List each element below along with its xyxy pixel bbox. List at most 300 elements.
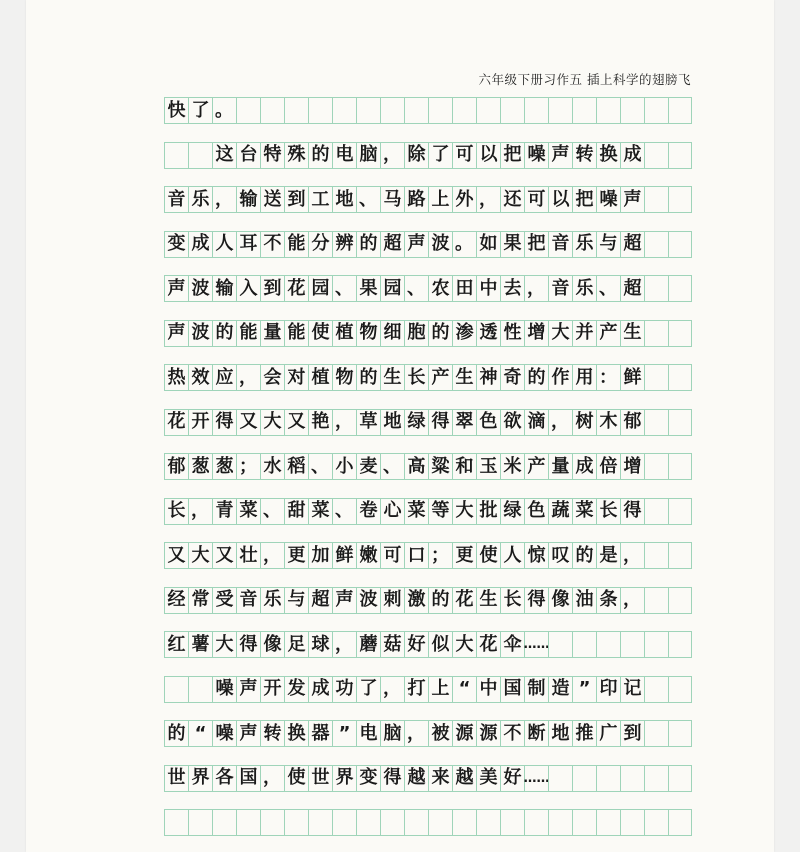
grid-cell (668, 410, 692, 435)
grid-cell: 送 (260, 187, 284, 212)
grid-cell: 大 (188, 543, 212, 568)
grid-cell: 成 (188, 232, 212, 257)
grid-cell: 大 (452, 632, 476, 657)
grid-row (164, 676, 692, 703)
grid-cell: 可 (452, 143, 476, 168)
grid-cell: 声 (164, 321, 188, 346)
grid-cell: 生 (380, 365, 404, 390)
grid-cell (452, 810, 476, 835)
grid-cell: ， (524, 276, 548, 301)
grid-cell: 越 (404, 766, 428, 791)
grid-cell: ， (620, 588, 644, 613)
grid-cell: 声 (332, 588, 356, 613)
grid-cell: 声 (236, 677, 260, 702)
grid-cell: 产 (524, 454, 548, 479)
grid-cell: 地 (380, 410, 404, 435)
grid-cell: 能 (236, 321, 260, 346)
grid-cell: 源 (476, 721, 500, 746)
grid-cell: 球 (308, 632, 332, 657)
grid-cell: 增 (524, 321, 548, 346)
grid-cell: 打 (404, 677, 428, 702)
grid-cell: 界 (332, 766, 356, 791)
grid-cell (644, 588, 668, 613)
grid-cell: 国 (500, 677, 524, 702)
grid-cell: 功 (332, 677, 356, 702)
grid-cell: 高 (404, 454, 428, 479)
grid-cell: 卷 (356, 499, 380, 524)
grid-cell: 噪 (212, 677, 236, 702)
grid-cell: 得 (236, 632, 260, 657)
grid-cell: 广 (596, 721, 620, 746)
grid-cell: ； (236, 454, 260, 479)
grid-cell: 地 (548, 721, 572, 746)
grid-cell: 中 (476, 677, 500, 702)
grid-cell: ， (548, 410, 572, 435)
grid-cell: 与 (284, 588, 308, 613)
grid-cell: 的 (428, 321, 452, 346)
writing-grid (164, 97, 692, 851)
grid-cell: 花 (452, 588, 476, 613)
grid-row (164, 409, 692, 436)
grid-cell: 甜 (284, 499, 308, 524)
grid-cell: 生 (620, 321, 644, 346)
grid-cell: 菜 (236, 499, 260, 524)
grid-cell: 薯 (188, 632, 212, 657)
grid-cell: 增 (620, 454, 644, 479)
grid-cell (668, 232, 692, 257)
grid-cell: 菜 (404, 499, 428, 524)
grid-cell: 的 (164, 721, 188, 746)
grid-cell: ， (476, 187, 500, 212)
grid-cell: 得 (428, 410, 452, 435)
grid-row (164, 587, 692, 614)
grid-cell: 乐 (188, 187, 212, 212)
grid-cell: 翠 (452, 410, 476, 435)
grid-cell (668, 321, 692, 346)
grid-cell: 心 (380, 499, 404, 524)
grid-cell: 噪 (524, 143, 548, 168)
grid-cell: 批 (476, 499, 500, 524)
grid-cell: 木 (596, 410, 620, 435)
grid-cell: 断 (524, 721, 548, 746)
grid-cell: 转 (572, 143, 596, 168)
grid-cell: 到 (284, 187, 308, 212)
grid-cell: 产 (428, 365, 452, 390)
grid-cell: 米 (500, 454, 524, 479)
grid-cell: 对 (284, 365, 308, 390)
grid-cell: 花 (476, 632, 500, 657)
grid-cell: 推 (572, 721, 596, 746)
grid-cell: 中 (476, 276, 500, 301)
grid-cell: 物 (332, 365, 356, 390)
grid-cell: ， (212, 187, 236, 212)
grid-cell (524, 98, 548, 123)
grid-cell: ” (332, 721, 356, 746)
grid-cell: ， (332, 632, 356, 657)
grid-cell (188, 677, 212, 702)
grid-cell: 成 (620, 143, 644, 168)
grid-cell (644, 499, 668, 524)
grid-cell (668, 632, 692, 657)
grid-cell: 人 (212, 232, 236, 257)
grid-cell: 地 (332, 187, 356, 212)
grid-cell: 人 (500, 543, 524, 568)
grid-row (164, 498, 692, 525)
grid-cell (188, 810, 212, 835)
grid-cell (644, 276, 668, 301)
grid-cell: 音 (548, 276, 572, 301)
grid-cell (668, 721, 692, 746)
grid-cell: 效 (188, 365, 212, 390)
grid-cell: 得 (524, 588, 548, 613)
grid-cell (380, 98, 404, 123)
grid-cell: ； (428, 543, 452, 568)
grid-cell: 是 (596, 543, 620, 568)
grid-cell: 果 (500, 232, 524, 257)
grid-cell: 变 (356, 766, 380, 791)
grid-cell: 乐 (572, 232, 596, 257)
grid-cell: 色 (524, 499, 548, 524)
grid-cell (188, 143, 212, 168)
grid-cell: 得 (380, 766, 404, 791)
grid-cell: 如 (476, 232, 500, 257)
grid-cell: 滴 (524, 410, 548, 435)
grid-cell (668, 276, 692, 301)
grid-cell: 田 (452, 276, 476, 301)
grid-cell: 输 (212, 276, 236, 301)
grid-cell: 波 (188, 276, 212, 301)
grid-cell: ， (380, 677, 404, 702)
grid-cell (596, 632, 620, 657)
grid-cell: ： (596, 365, 620, 390)
grid-cell: 植 (308, 365, 332, 390)
grid-cell (428, 810, 452, 835)
grid-cell (548, 810, 572, 835)
grid-cell: 、 (356, 187, 380, 212)
grid-cell: 和 (452, 454, 476, 479)
grid-cell: 转 (260, 721, 284, 746)
grid-cell (164, 810, 188, 835)
grid-cell: 波 (188, 321, 212, 346)
grid-cell: 音 (164, 187, 188, 212)
grid-row (164, 231, 692, 258)
grid-cell: 大 (548, 321, 572, 346)
grid-cell: 器 (308, 721, 332, 746)
grid-cell: 激 (404, 588, 428, 613)
grid-cell: 好 (500, 766, 524, 791)
grid-cell: 葱 (212, 454, 236, 479)
grid-cell (236, 98, 260, 123)
grid-cell: 台 (236, 143, 260, 168)
grid-cell (260, 98, 284, 123)
grid-cell (644, 543, 668, 568)
grid-cell (644, 410, 668, 435)
grid-cell: 长 (596, 499, 620, 524)
grid-cell: 被 (428, 721, 452, 746)
grid-cell: ， (332, 410, 356, 435)
grid-cell: 应 (212, 365, 236, 390)
grid-row (164, 542, 692, 569)
grid-cell: 噪 (596, 187, 620, 212)
grid-cell: 世 (308, 766, 332, 791)
grid-cell: 音 (548, 232, 572, 257)
grid-cell: 了 (188, 98, 212, 123)
grid-cell: 量 (548, 454, 572, 479)
grid-cell (668, 588, 692, 613)
grid-cell: 还 (500, 187, 524, 212)
grid-cell: 葱 (188, 454, 212, 479)
grid-cell: 、 (332, 499, 356, 524)
grid-cell: 变 (164, 232, 188, 257)
grid-cell: 又 (284, 410, 308, 435)
grid-cell (332, 810, 356, 835)
grid-cell (668, 543, 692, 568)
grid-cell (404, 98, 428, 123)
grid-cell: 来 (428, 766, 452, 791)
grid-cell: 果 (356, 276, 380, 301)
grid-cell: 油 (572, 588, 596, 613)
grid-cell (644, 677, 668, 702)
grid-cell (428, 98, 452, 123)
grid-cell: 记 (620, 677, 644, 702)
grid-cell: 常 (188, 588, 212, 613)
grid-cell: 能 (284, 232, 308, 257)
page-header: 六年级下册习作五 插上科学的翅膀飞 (478, 72, 691, 87)
grid-cell (668, 98, 692, 123)
grid-cell: 换 (596, 143, 620, 168)
grid-cell: 、 (596, 276, 620, 301)
grid-cell: 更 (284, 543, 308, 568)
grid-cell (572, 766, 596, 791)
grid-cell: 性 (500, 321, 524, 346)
grid-cell: 的 (524, 365, 548, 390)
grid-cell: 不 (260, 232, 284, 257)
grid-cell: 植 (332, 321, 356, 346)
grid-cell: 制 (524, 677, 548, 702)
grid-cell (260, 810, 284, 835)
grid-cell: 长 (164, 499, 188, 524)
grid-cell: 殊 (284, 143, 308, 168)
grid-cell: 发 (284, 677, 308, 702)
grid-cell: 足 (284, 632, 308, 657)
grid-cell: 青 (212, 499, 236, 524)
grid-cell (548, 98, 572, 123)
grid-cell: 热 (164, 365, 188, 390)
grid-cell: 得 (212, 410, 236, 435)
grid-cell: 大 (452, 499, 476, 524)
grid-cell: 并 (572, 321, 596, 346)
grid-cell: 超 (380, 232, 404, 257)
grid-cell (404, 810, 428, 835)
grid-cell (572, 98, 596, 123)
grid-cell: 超 (620, 232, 644, 257)
grid-cell: 开 (188, 410, 212, 435)
grid-cell (284, 98, 308, 123)
grid-cell: ， (620, 543, 644, 568)
grid-cell: 各 (212, 766, 236, 791)
grid-cell (668, 454, 692, 479)
grid-cell: 刺 (380, 588, 404, 613)
grid-cell: 电 (356, 721, 380, 746)
grid-cell (644, 232, 668, 257)
grid-cell (668, 766, 692, 791)
grid-cell: 噪 (212, 721, 236, 746)
grid-cell: 电 (332, 143, 356, 168)
grid-cell: 麦 (356, 454, 380, 479)
grid-cell: 花 (284, 276, 308, 301)
grid-cell: 口 (404, 543, 428, 568)
grid-cell: 上 (428, 187, 452, 212)
grid-cell: 大 (212, 632, 236, 657)
grid-cell (452, 98, 476, 123)
grid-cell: 界 (188, 766, 212, 791)
grid-cell (644, 632, 668, 657)
grid-cell: 、 (380, 454, 404, 479)
grid-cell: 超 (620, 276, 644, 301)
grid-cell: 产 (596, 321, 620, 346)
grid-cell: 鲜 (620, 365, 644, 390)
grid-cell (644, 365, 668, 390)
grid-cell: 声 (236, 721, 260, 746)
grid-cell: 工 (308, 187, 332, 212)
grid-cell: 波 (356, 588, 380, 613)
grid-cell: 艳 (308, 410, 332, 435)
grid-cell: 声 (164, 276, 188, 301)
grid-cell: 外 (452, 187, 476, 212)
grid-cell (356, 810, 380, 835)
grid-row (164, 631, 692, 658)
grid-cell: 细 (380, 321, 404, 346)
grid-cell: 草 (356, 410, 380, 435)
grid-cell (620, 98, 644, 123)
grid-cell: 绿 (500, 499, 524, 524)
grid-cell: 可 (524, 187, 548, 212)
grid-cell: 稻 (284, 454, 308, 479)
grid-cell: 郁 (620, 410, 644, 435)
grid-cell: 路 (404, 187, 428, 212)
grid-cell: 、 (308, 454, 332, 479)
grid-cell: 到 (620, 721, 644, 746)
grid-cell: 欲 (500, 410, 524, 435)
grid-cell: 了 (428, 143, 452, 168)
grid-cell (644, 454, 668, 479)
grid-cell: 花 (164, 410, 188, 435)
grid-cell: 水 (260, 454, 284, 479)
grid-cell (644, 766, 668, 791)
grid-cell: 使 (476, 543, 500, 568)
grid-cell: 。 (212, 98, 236, 123)
grid-cell: 园 (380, 276, 404, 301)
grid-cell: 换 (284, 721, 308, 746)
grid-cell: 把 (524, 232, 548, 257)
grid-cell: 长 (404, 365, 428, 390)
grid-cell: 的 (308, 143, 332, 168)
grid-cell: 用 (572, 365, 596, 390)
grid-cell: 输 (236, 187, 260, 212)
grid-cell: 菜 (308, 499, 332, 524)
grid-cell (644, 143, 668, 168)
grid-cell (332, 98, 356, 123)
grid-cell: 胞 (404, 321, 428, 346)
grid-cell: 造 (548, 677, 572, 702)
grid-cell (500, 98, 524, 123)
worksheet-page (26, 0, 774, 852)
grid-cell: 长 (500, 588, 524, 613)
grid-cell (668, 677, 692, 702)
grid-cell: 又 (164, 543, 188, 568)
grid-cell: 郁 (164, 454, 188, 479)
grid-cell: 印 (596, 677, 620, 702)
grid-cell (668, 365, 692, 390)
grid-row (164, 453, 692, 480)
grid-cell: 超 (308, 588, 332, 613)
grid-cell: 的 (212, 321, 236, 346)
grid-cell (476, 98, 500, 123)
grid-cell: 大 (260, 410, 284, 435)
grid-cell: 开 (260, 677, 284, 702)
grid-cell: 奇 (500, 365, 524, 390)
grid-cell: 马 (380, 187, 404, 212)
grid-cell: 蔬 (548, 499, 572, 524)
grid-cell: ， (260, 766, 284, 791)
grid-cell (476, 810, 500, 835)
grid-cell: 国 (236, 766, 260, 791)
grid-cell: 蘑 (356, 632, 380, 657)
grid-cell: 了 (356, 677, 380, 702)
grid-cell: 这 (212, 143, 236, 168)
grid-cell (668, 143, 692, 168)
grid-cell (548, 632, 572, 657)
grid-cell: 生 (452, 365, 476, 390)
grid-cell: 绿 (404, 410, 428, 435)
grid-cell: 农 (428, 276, 452, 301)
grid-cell: 的 (428, 588, 452, 613)
grid-cell: 脑 (356, 143, 380, 168)
grid-cell: 像 (548, 588, 572, 613)
grid-cell: 受 (212, 588, 236, 613)
grid-cell: 鲜 (332, 543, 356, 568)
grid-cell: 、 (260, 499, 284, 524)
grid-cell: “ (188, 721, 212, 746)
grid-cell: 菇 (380, 632, 404, 657)
grid-cell: 经 (164, 588, 188, 613)
grid-cell: 去 (500, 276, 524, 301)
grid-cell: 以 (476, 143, 500, 168)
grid-cell: 嫩 (356, 543, 380, 568)
grid-cell: 以 (548, 187, 572, 212)
grid-cell: 粱 (428, 454, 452, 479)
grid-cell: 源 (452, 721, 476, 746)
grid-cell: 声 (548, 143, 572, 168)
grid-cell: 可 (380, 543, 404, 568)
grid-cell: 使 (284, 766, 308, 791)
grid-cell (308, 98, 332, 123)
grid-cell (596, 766, 620, 791)
grid-cell: 玉 (476, 454, 500, 479)
grid-row (164, 275, 692, 302)
grid-row (164, 809, 692, 836)
grid-cell: 倍 (596, 454, 620, 479)
grid-row (164, 320, 692, 347)
grid-cell: 音 (236, 588, 260, 613)
grid-cell (284, 810, 308, 835)
grid-cell (356, 98, 380, 123)
grid-cell: 红 (164, 632, 188, 657)
grid-cell: 、 (332, 276, 356, 301)
grid-cell (644, 321, 668, 346)
grid-cell: 的 (572, 543, 596, 568)
grid-cell (644, 98, 668, 123)
